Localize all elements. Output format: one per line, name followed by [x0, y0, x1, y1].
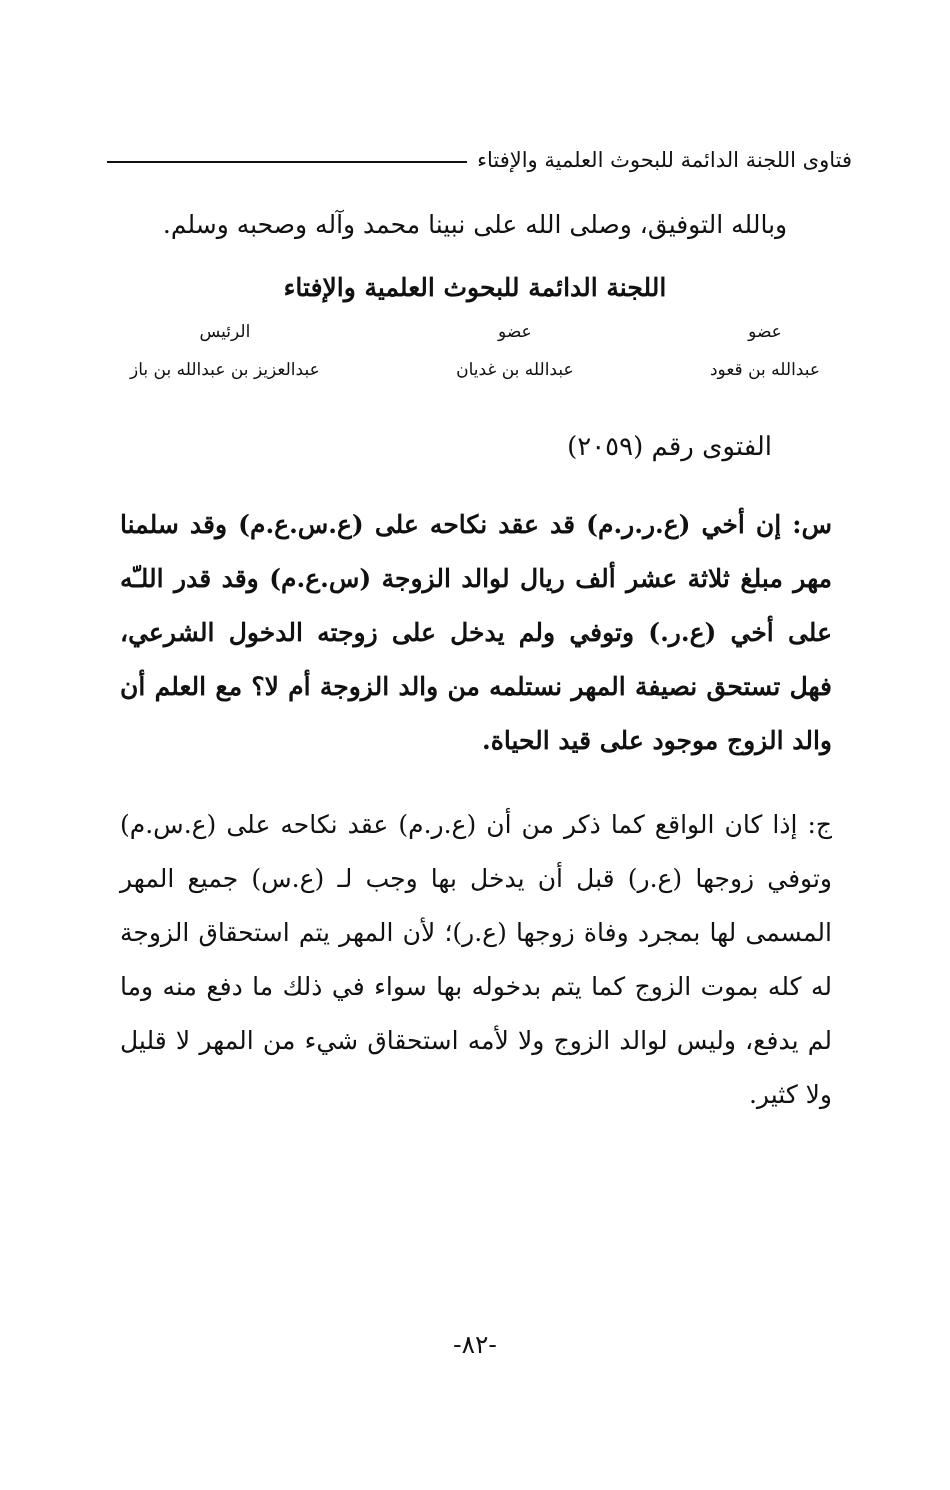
- signatory: [710, 322, 820, 380]
- running-title: فتاوى اللجنة الدائمة للبحوث العلمية والإفتاء: [477, 148, 852, 172]
- fatwa-number: الفتوى رقم (٢٠٥٩): [567, 432, 772, 462]
- signatories: [130, 322, 820, 380]
- question-paragraph: س: إن أخي (ع.ر.ر.م) قد عقد نكاحه على (ع.س.ع.م) وقد سلمنا مهر مبلغ ثلاثة عشر ألف ريال لوالد الزوجة (س.ع.م) وقد قدر اللـّه على أخي (ع.ر.) وتوفي ولم يدخل على زوجته الدخول الشرعي، فهل تستحق نصيفة المهر نستلمه من والد الزوجة أم لا؟ مع العلم أن والد الزوج موجود على قيد الحياة.: [120, 510, 832, 755]
- signatory-role: عضو: [748, 322, 782, 342]
- committee-name: اللجنة الدائمة للبحوث العلمية والإفتاء: [283, 273, 667, 302]
- signatory-role: الرئيس: [199, 322, 251, 342]
- answer-paragraph: ج: إذا كان الواقع كما ذكر من أن (ع.ر.م) عقد نكاحه على (ع.س.م) وتوفي زوجها (ع.ر) قبل أن يدخل بها وجب لـ (ع.س) جميع المهر المسمى لها بمجرد وفاة زوجها (ع.ر)؛ لأن المهر يتم استحقاق الزوجة له كله بموت الزوج كما يتم بدخوله بها سواء في ذلك ما دفع منه وما لم يدفع، وليس لوالد الزوج ولا لأمه استحقاق شيء من المهر لا قليل ولا كثير.: [120, 810, 832, 1109]
- signatory-name: عبدالعزيز بن عبدالله بن باز: [130, 360, 320, 380]
- signatory: [456, 322, 574, 380]
- running-header: [107, 140, 852, 180]
- header-rule: [107, 161, 467, 163]
- signatory-role: عضو: [498, 322, 532, 342]
- closing-text: وبالله التوفيق، وصلى الله على نبينا محمد وآله وصحبه وسلم.: [162, 210, 788, 239]
- signatory: [130, 322, 320, 380]
- page-number: -٨٢-: [453, 1330, 497, 1359]
- signatory-name: عبدالله بن غديان: [456, 360, 574, 380]
- signatory-name: عبدالله بن قعود: [709, 360, 820, 380]
